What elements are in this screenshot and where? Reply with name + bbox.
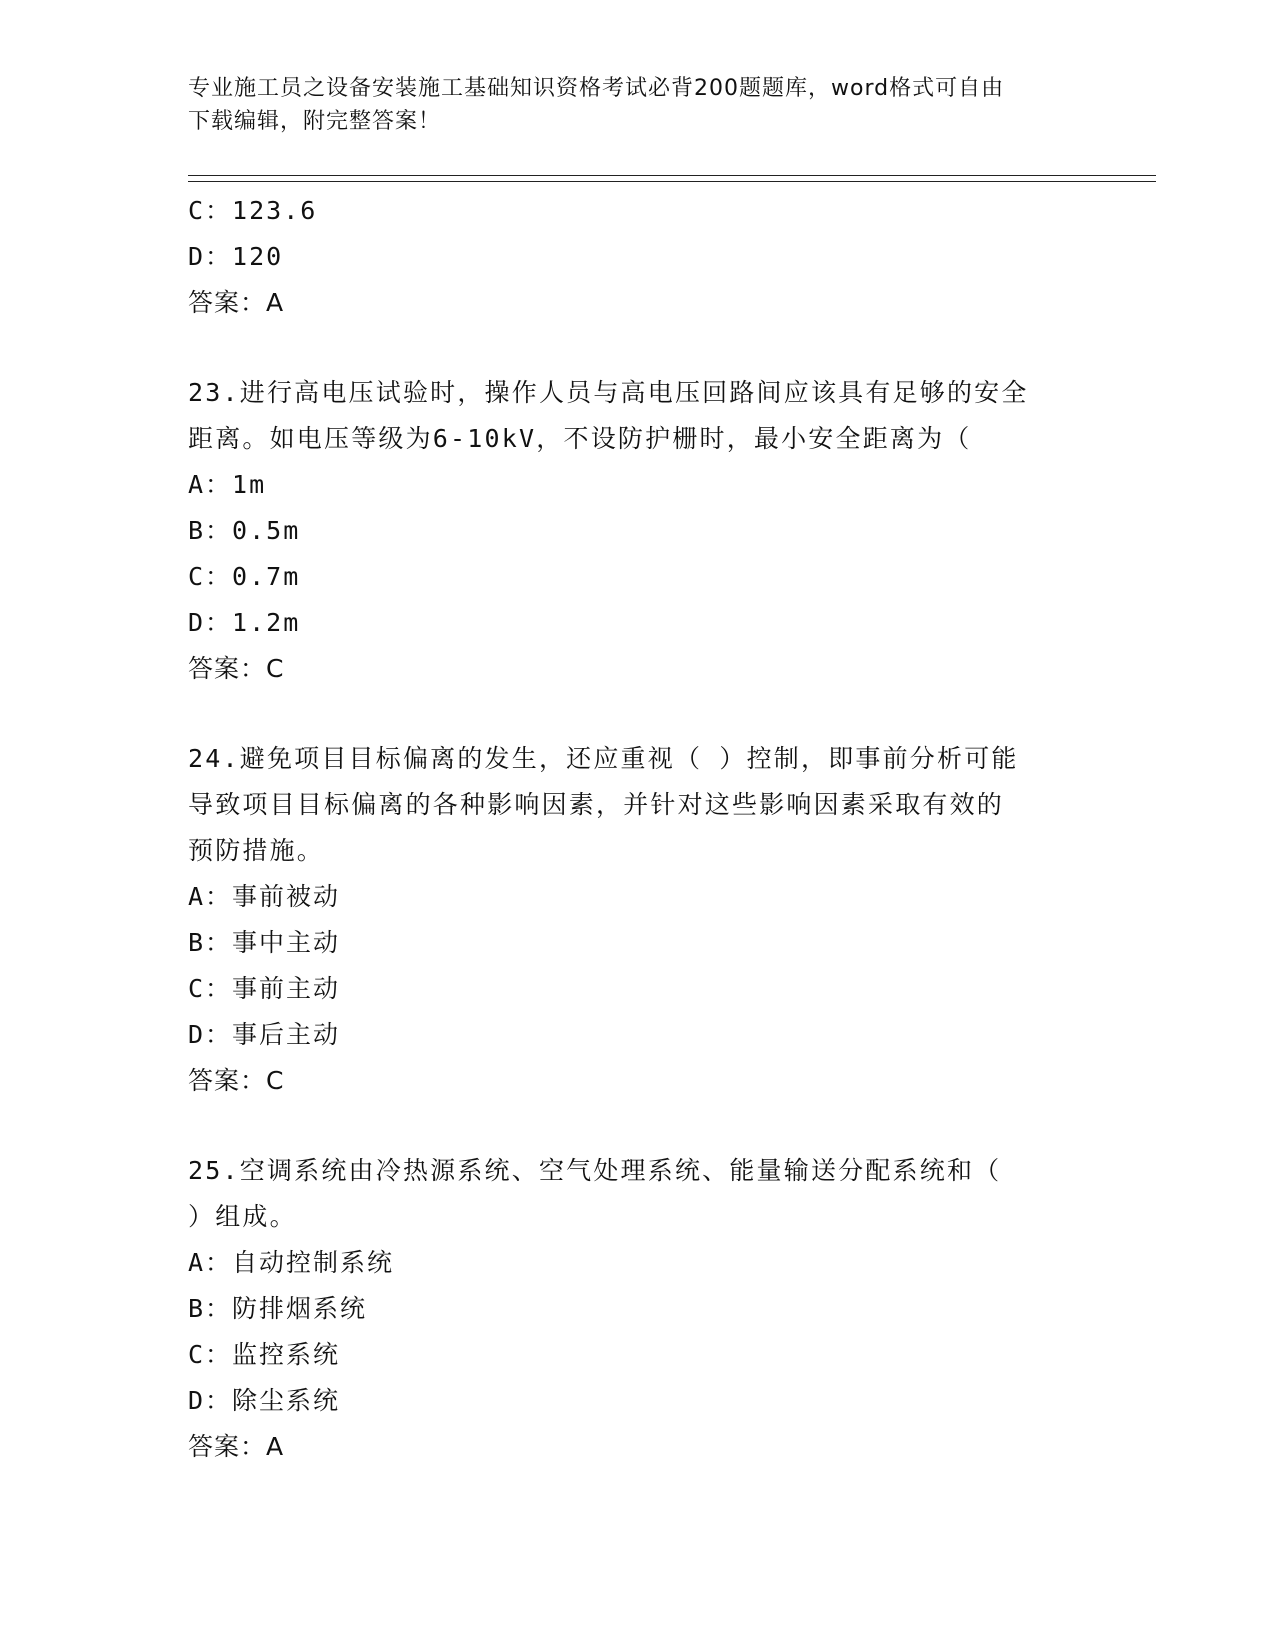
option-a: A：1m [188, 470, 267, 499]
answer-line: 答案：A [188, 288, 285, 317]
question-text [188, 736, 1088, 874]
document-header [188, 72, 1088, 138]
question-text-line: 导致项目目标偏离的各种影响因素，并针对这些影响因素采取有效的 [188, 790, 1005, 819]
option-a: A：自动控制系统 [188, 1248, 395, 1277]
header-line-1: 专业施工员之设备安装施工基础知识资格考试必背200题题库，word格式可自由 [188, 76, 1005, 101]
question-text-line: 预防措施。 [188, 836, 325, 865]
option-b: B：防排烟系统 [188, 1294, 368, 1323]
question-22-continued [188, 188, 1088, 326]
question-text-line: 23.进行高电压试验时，操作人员与高电压回路间应该具有足够的安全 [188, 378, 1029, 407]
question-text [188, 1148, 1088, 1240]
option-c: C：事前主动 [188, 974, 341, 1003]
option-d: D：事后主动 [188, 1020, 341, 1049]
option-d: D：120 [188, 242, 284, 271]
option-b: B：0.5m [188, 516, 301, 545]
answer-line: 答案：C [188, 654, 285, 683]
option-c: C：123.6 [188, 196, 318, 225]
option-d: D：除尘系统 [188, 1386, 341, 1415]
question-text [188, 370, 1088, 462]
answer-line: 答案：A [188, 1432, 285, 1461]
answer-line: 答案：C [188, 1066, 285, 1095]
question-text-line: 距离。如电压等级为6-10kV，不设防护栅时，最小安全距离为（ [188, 424, 972, 453]
question-24 [188, 736, 1088, 1104]
question-text-line: ）组成。 [188, 1202, 297, 1231]
option-b: B：事中主动 [188, 928, 341, 957]
option-a: A：事前被动 [188, 882, 341, 911]
header-line-2: 下载编辑，附完整答案！ [188, 109, 442, 134]
option-d: D：1.2m [188, 608, 301, 637]
question-list [188, 188, 1088, 1470]
option-c: C：0.7m [188, 562, 301, 591]
question-23 [188, 370, 1088, 692]
question-text-line: 25.空调系统由冷热源系统、空气处理系统、能量输送分配系统和（ [188, 1156, 1002, 1185]
header-divider-top [188, 175, 1156, 176]
header-divider-bottom [188, 181, 1156, 182]
question-25 [188, 1148, 1088, 1470]
question-text-line: 24.避免项目目标偏离的发生，还应重视（ ）控制，即事前分析可能 [188, 744, 1019, 773]
option-c: C：监控系统 [188, 1340, 341, 1369]
